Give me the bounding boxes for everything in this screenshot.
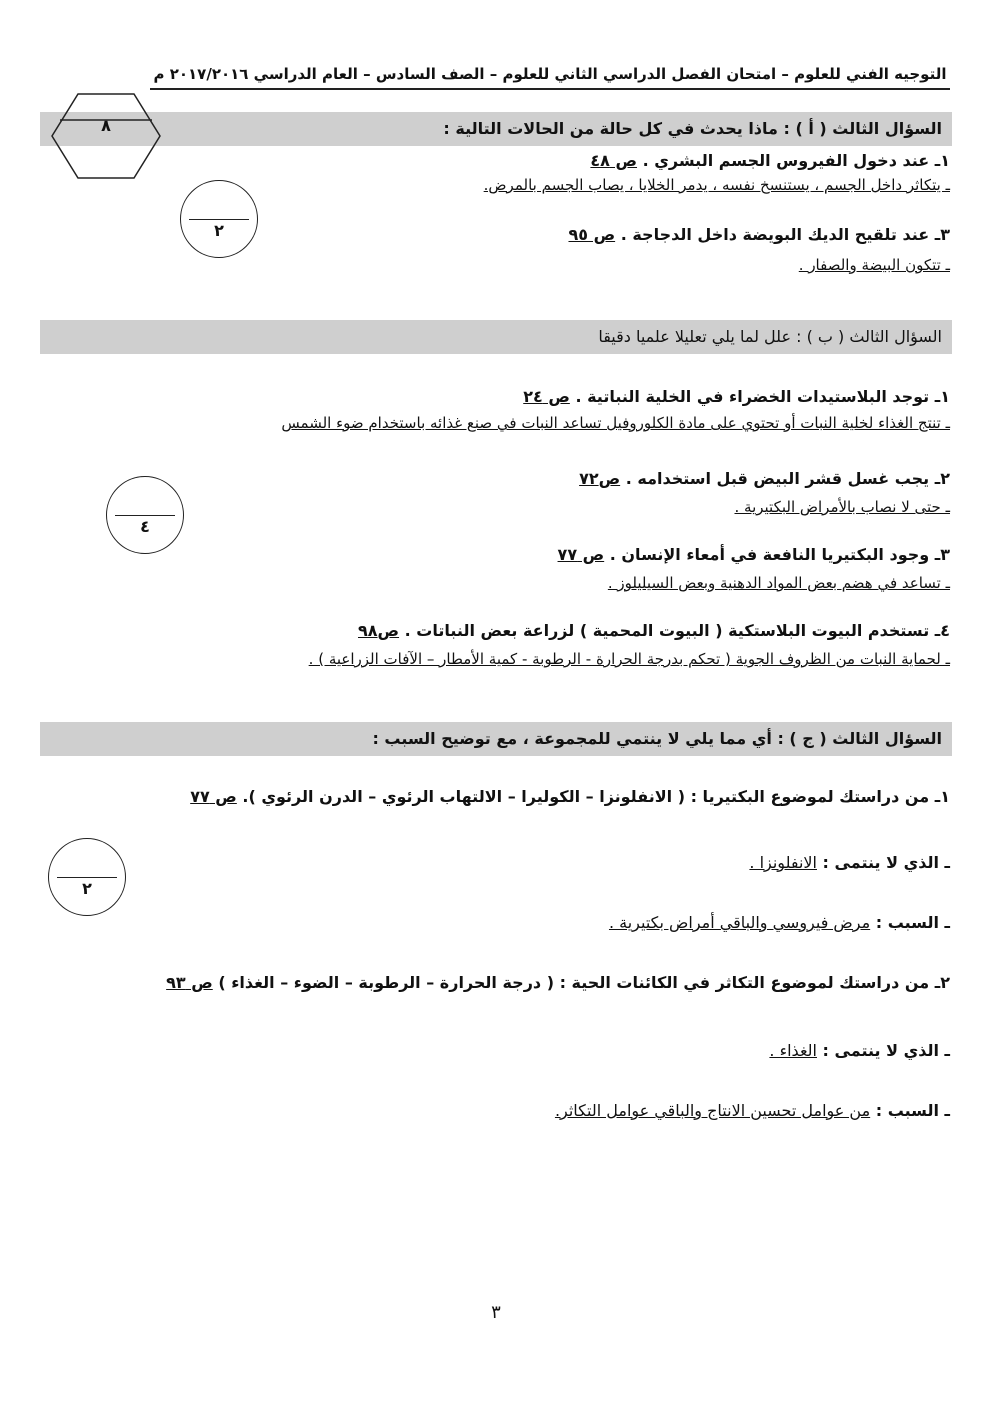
- reason-c2-label: ـ السبب :: [870, 1101, 950, 1120]
- answer-a3: ـ تتكون البيضة والصفار .: [798, 256, 950, 274]
- question-a1-text: ١ـ عند دخول الفيروس الجسم البشري .: [642, 151, 950, 170]
- question-b4: [358, 620, 950, 642]
- exam-header: التوجيه الفني للعلوم – امتحان الفصل الدراسي الثاني للعلوم – الصف السادس – العام الدراسي ٢٠١٧/٢٠١٦ م: [150, 60, 950, 90]
- section-a-bar: [40, 112, 952, 146]
- question-a3-text: ٣ـ عند تلقيح الديك البويضة داخل الدجاجة .: [620, 225, 950, 244]
- question-b4-text: ٤ـ تستخدم البيوت البلاستكية ( البيوت المحمية ) لزراعة بعض النباتات .: [404, 621, 950, 640]
- total-score: ٨: [101, 116, 111, 135]
- answer-b4: ـ لحماية النبات من الظروف الجوية ( تحكم بدرجة الحرارة - الرطوبة - كمية الأمطار – الآفات الزراعية ) .: [308, 650, 950, 668]
- question-b2: [579, 468, 950, 490]
- section-c-title: السؤال الثالث ( ج ) : أي مما يلي لا ينتمي للمجموعة ، مع توضيح السبب :: [372, 729, 942, 748]
- answer-b2: ـ حتى لا نصاب بالأمراض البكتيرية .: [734, 498, 950, 516]
- reason-c2-value: من عوامل تحسين الانتاج والباقي عوامل التكاثر.: [554, 1101, 871, 1120]
- section-b-bar: [40, 320, 952, 354]
- reason-c1-value: مرض فيروسي والباقي أمراض بكتيرية .: [608, 913, 871, 932]
- question-b1-text: ١ـ توجد البلاستيدات الخضراء في الخلية النباتية .: [575, 387, 950, 406]
- score-circle-a: [180, 180, 258, 258]
- question-b1-page: ص ٢٤: [523, 387, 570, 406]
- reason-c2: [555, 1100, 950, 1122]
- answer-a1: ـ يتكاثر داخل الجسم ، يستنسخ نفسه ، يدمر الخلايا ، يصاب الجسم بالمرض.: [483, 176, 950, 194]
- page-number: ٣: [491, 1302, 501, 1323]
- question-b3-text: ٣ـ وجود البكتيريا النافعة في أمعاء الإنسان .: [609, 545, 950, 564]
- odd-one-c2: [769, 1040, 950, 1062]
- answer-b1: ـ تنتج الغذاء لخلية النبات أو تحتوي على مادة الكلوروفيل تساعد النبات في صنع غذائه باستخدام ضوء الشمس: [281, 414, 950, 432]
- score-circle-a-value: ٢: [214, 220, 224, 240]
- section-a-title: السؤال الثالث ( أ ) : ماذا يحدث في كل حالة من الحالات التالية :: [443, 119, 942, 138]
- section-c-bar: [40, 722, 952, 756]
- question-c2-page: ص ٩٣: [166, 973, 213, 992]
- question-b3: [558, 544, 950, 566]
- question-b3-page: ص ٧٧: [557, 545, 605, 564]
- question-b2-page: ص٧٢: [579, 469, 621, 488]
- odd-one-c1: [749, 852, 950, 874]
- question-a1: [590, 150, 950, 172]
- total-score-hexagon: [50, 92, 162, 180]
- question-c1-page: ص ٧٧: [190, 787, 237, 806]
- section-b-title: السؤال الثالث ( ب ) : علل لما يلي تعليلا علميا دقيقا: [598, 327, 942, 346]
- score-circle-b: [106, 476, 184, 554]
- answer-b3: ـ تساعد في هضم بعض المواد الدهنية وبعض السيليلوز .: [607, 574, 950, 592]
- odd-one-c2-label: ـ الذي لا ينتمى :: [816, 1041, 950, 1060]
- question-c2-text: ٢ـ من دراستك لموضوع التكاثر في الكائنات الحية : ( درجة الحرارة – الرطوبة – الضوء – الغذاء ): [218, 973, 950, 992]
- reason-c1: [609, 912, 950, 934]
- odd-one-c2-value: الغذاء .: [769, 1041, 817, 1060]
- question-a3: [568, 224, 950, 246]
- question-c1: [190, 786, 950, 808]
- score-circle-c-value: ٢: [82, 878, 92, 898]
- question-a3-page: ص ٩٥: [568, 225, 616, 244]
- question-b1: [523, 386, 950, 408]
- question-b4-page: ص٩٨: [358, 621, 400, 640]
- question-c2: [166, 972, 950, 994]
- odd-one-c1-label: ـ الذي لا ينتمى :: [816, 853, 950, 872]
- question-b2-text: ٢ـ يجب غسل قشر البيض قبل استخدامه .: [625, 469, 950, 488]
- reason-c1-label: ـ السبب :: [870, 913, 950, 932]
- score-circle-b-value: ٤: [140, 516, 150, 536]
- score-circle-c: [48, 838, 126, 916]
- hexagon-shape: [50, 92, 162, 180]
- question-a1-page: ص ٤٨: [590, 151, 638, 170]
- odd-one-c1-value: الانفلونزا .: [749, 853, 817, 872]
- question-c1-text: ١ـ من دراستك لموضوع البكتيريا : ( الانفلونزا – الكوليرا – الالتهاب الرئوي – الدرن الرئوي ).: [242, 787, 950, 806]
